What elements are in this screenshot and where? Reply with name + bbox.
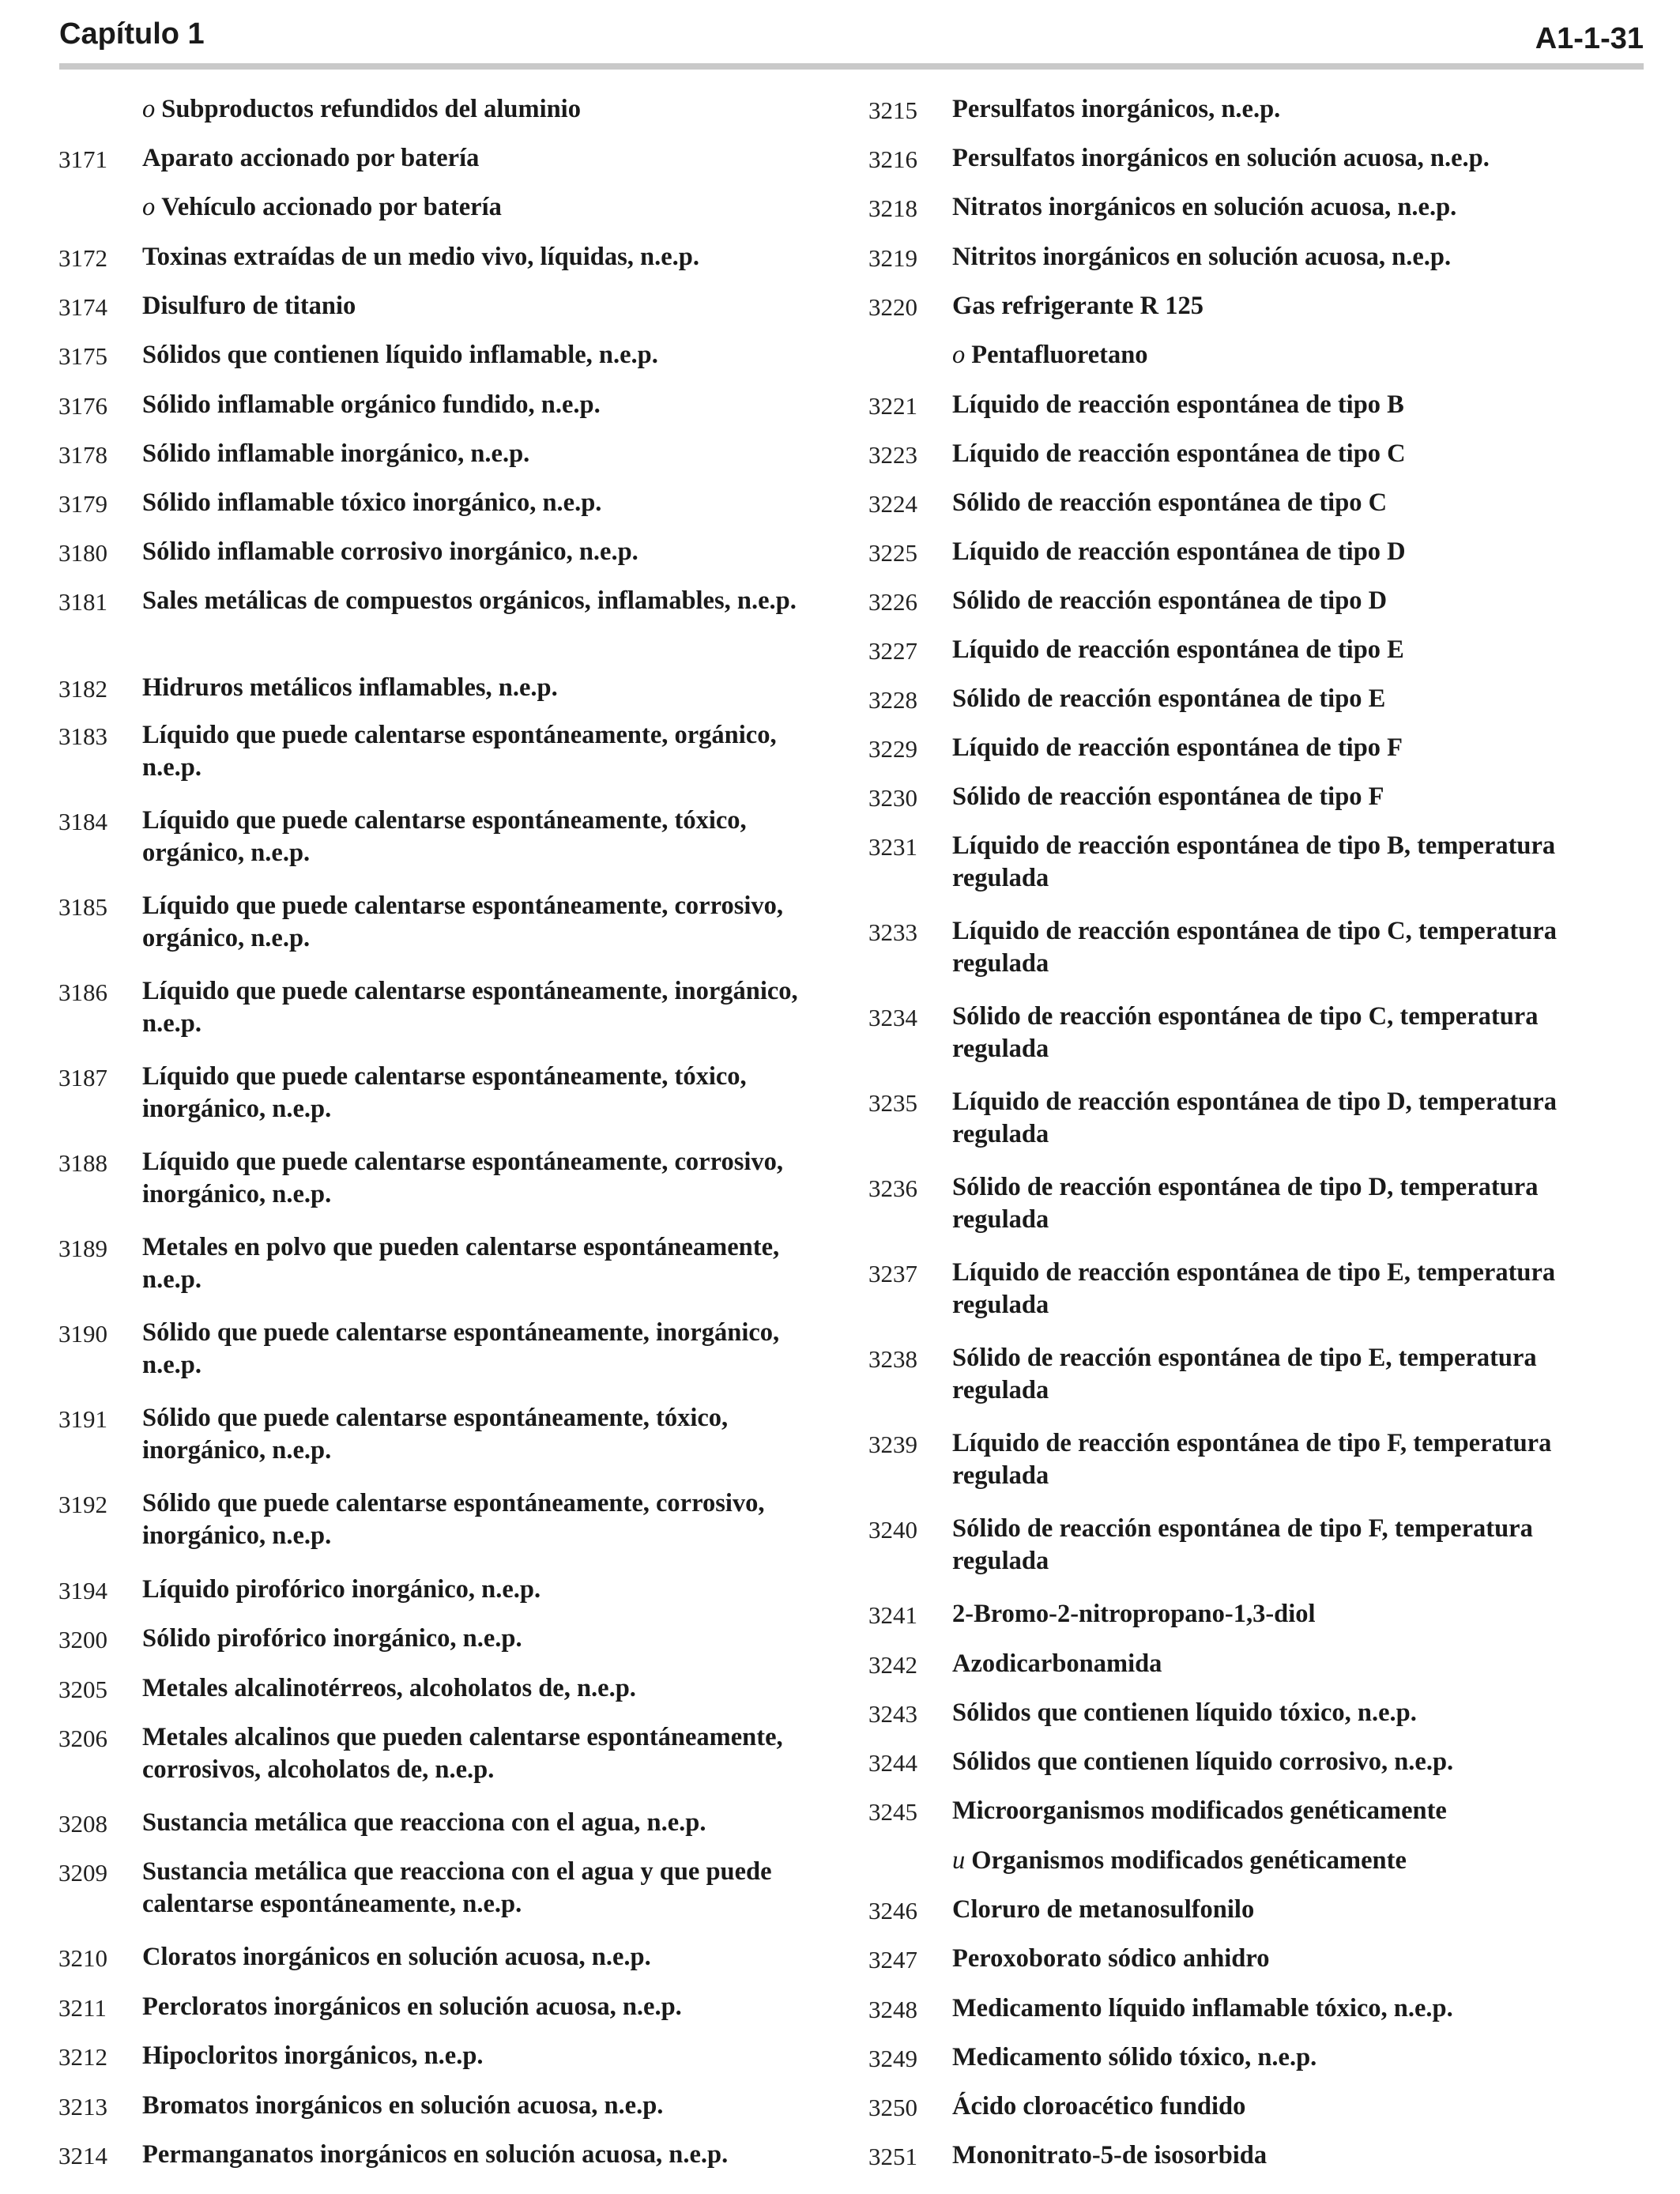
un-number: 3188: [58, 1149, 107, 1177]
substance-name-text: Sales metálicas de compuestos orgánicos, inflamables, n.e.p.: [142, 586, 797, 615]
substance-name-text: Organismos modificados genéticamente: [971, 1846, 1407, 1875]
substance-name: [142, 672, 822, 704]
substance-name-text: Sólido que puede calentarse espontáneamente, inorgánico, n.e.p.: [142, 1318, 780, 1379]
un-number: 3241: [868, 1601, 917, 1629]
substance-name-text: Metales en polvo que pueden calentarse espontáneamente, n.e.p.: [142, 1233, 780, 1294]
un-number: 3200: [58, 1626, 107, 1653]
alternate-name-marker: o: [952, 341, 966, 369]
substance-name-text: Líquido que puede calentarse espontáneamente, corrosivo, inorgánico, n.e.p.: [142, 1148, 783, 1208]
left-column: [0, 0, 798, 2194]
substance-name-text: Líquido de reacción espontánea de tipo C: [952, 439, 1406, 468]
substance-name: [952, 241, 1632, 273]
un-number: 3189: [58, 1235, 107, 1262]
substance-name-text: Gas refrigerante R 125: [952, 292, 1203, 320]
substance-name-text: Líquido que puede calentarse espontáneamente, tóxico, inorgánico, n.e.p.: [142, 1062, 747, 1123]
substance-name: [142, 1146, 822, 1211]
substance-name: [952, 2090, 1632, 2123]
un-number: 3231: [868, 833, 917, 861]
substance-name: [952, 585, 1632, 617]
substance-name: [952, 487, 1632, 519]
un-number: 3171: [58, 145, 107, 173]
substance-name: [142, 1856, 822, 1921]
substance-name-text: Sólidos que contienen líquido inflamable, n.e.p.: [142, 341, 658, 369]
substance-name: [142, 389, 822, 421]
un-number: 3250: [868, 2094, 917, 2121]
substance-name-text: Líquido de reacción espontánea de tipo B: [952, 390, 1404, 419]
substance-name-text: Bromatos inorgánicos en solución acuosa, n.e.p.: [142, 2091, 664, 2120]
substance-name: [142, 890, 822, 955]
substance-name: [142, 1941, 822, 1973]
substance-name-text: Peroxoborato sódico anhidro: [952, 1944, 1270, 1973]
un-number: 3239: [868, 1431, 917, 1458]
substance-name: [952, 1746, 1632, 1778]
un-number: 3209: [58, 1859, 107, 1887]
substance-name: [142, 290, 822, 322]
substance-name: [142, 1402, 822, 1467]
substance-name: [142, 2139, 822, 2171]
un-number: 3249: [868, 2045, 917, 2072]
substance-name: [142, 805, 822, 869]
substance-name-text: Ácido cloroacético fundido: [952, 2092, 1246, 2120]
substance-name-text: Sólido inflamable corrosivo inorgánico, n.e.p.: [142, 537, 638, 566]
substance-name-text: Sólido inflamable inorgánico, n.e.p.: [142, 439, 530, 468]
un-number: 3206: [58, 1725, 107, 1752]
un-number: 3182: [58, 675, 107, 703]
substance-name-text: Cloruro de metanosulfonilo: [952, 1895, 1255, 1924]
substance-name: [142, 1623, 822, 1655]
substance-name-text: 2-Bromo-2-nitropropano-1,3-diol: [952, 1600, 1316, 1628]
substance-name: [952, 732, 1632, 764]
substance-name: [952, 1086, 1632, 1151]
substance-name: [952, 389, 1632, 421]
substance-name: [952, 1648, 1632, 1680]
substance-name-text: Medicamento sólido tóxico, n.e.p.: [952, 2043, 1317, 2071]
un-number: 3208: [58, 1810, 107, 1838]
substance-name-text: Toxinas extraídas de un medio vivo, líquidas, n.e.p.: [142, 243, 699, 271]
substance-name: [952, 1342, 1632, 1407]
un-number: 3192: [58, 1491, 107, 1518]
substance-name: [952, 1845, 1632, 1877]
substance-name-text: Pentafluoretano: [971, 341, 1148, 369]
un-number: 3244: [868, 1749, 917, 1777]
un-number: 3243: [868, 1700, 917, 1728]
substance-name-text: Medicamento líquido inflamable tóxico, n.e.p.: [952, 1994, 1453, 2022]
substance-name: [952, 634, 1632, 666]
substance-name-text: Microorganismos modificados genéticamente: [952, 1796, 1447, 1825]
substance-name-text: Sólido de reacción espontánea de tipo F, temperatura regulada: [952, 1514, 1533, 1575]
un-number: 3214: [58, 2142, 107, 2169]
un-number: 3205: [58, 1676, 107, 1703]
substance-name-text: Percloratos inorgánicos en solución acuosa, n.e.p.: [142, 1992, 682, 2021]
substance-name-text: Sólido que puede calentarse espontáneamente, corrosivo, inorgánico, n.e.p.: [142, 1489, 765, 1550]
un-number: 3176: [58, 392, 107, 420]
substance-name: [952, 1795, 1632, 1827]
substance-name: [142, 191, 822, 224]
substance-name: [142, 438, 822, 470]
un-number: 3181: [58, 588, 107, 616]
un-number: 3187: [58, 1064, 107, 1091]
substance-name-text: Sustancia metálica que reacciona con el agua y que puede calentarse espontáneamente, n.e.p.: [142, 1857, 772, 1918]
substance-name-text: Sustancia metálica que reacciona con el agua, n.e.p.: [142, 1808, 706, 1837]
substance-name: [952, 781, 1632, 813]
substance-name: [952, 683, 1632, 715]
un-number: 3220: [868, 293, 917, 321]
substance-name: [142, 2040, 822, 2072]
substance-name: [952, 142, 1632, 175]
substance-name-text: Sólido que puede calentarse espontáneamente, tóxico, inorgánico, n.e.p.: [142, 1404, 729, 1465]
substance-name: [952, 536, 1632, 568]
substance-name: [142, 241, 822, 273]
substance-name: [952, 1894, 1632, 1926]
substance-name-text: Metales alcalinos que pueden calentarse espontáneamente, corrosivos, alcoholatos de, n.e.p.: [142, 1723, 783, 1784]
un-number: 3180: [58, 539, 107, 567]
un-number: 3219: [868, 244, 917, 272]
substance-name: [142, 1721, 822, 1786]
un-number: 3186: [58, 978, 107, 1006]
substance-name: [142, 719, 822, 784]
substance-name: [142, 2090, 822, 2122]
substance-name-text: Azodicarbonamida: [952, 1649, 1162, 1678]
substance-name-text: Sólido inflamable orgánico fundido, n.e.p.: [142, 390, 601, 419]
un-number: 3229: [868, 735, 917, 763]
substance-name: [142, 1807, 822, 1839]
un-number: 3234: [868, 1004, 917, 1031]
substance-name: [952, 1257, 1632, 1321]
substance-name-text: Líquido que puede calentarse espontáneamente, corrosivo, orgánico, n.e.p.: [142, 892, 783, 952]
substance-name-text: Líquido de reacción espontánea de tipo E, temperatura regulada: [952, 1258, 1556, 1319]
substance-name-text: Líquido de reacción espontánea de tipo F: [952, 733, 1403, 762]
substance-name-text: Líquido de reacción espontánea de tipo D: [952, 537, 1406, 566]
substance-name-text: Disulfuro de titanio: [142, 292, 356, 320]
un-number: 3245: [868, 1798, 917, 1826]
un-number: 3190: [58, 1320, 107, 1348]
substance-name-text: Sólido de reacción espontánea de tipo F: [952, 782, 1384, 811]
substance-name-text: Líquido de reacción espontánea de tipo D, temperatura regulada: [952, 1088, 1557, 1148]
substance-name-text: Líquido que puede calentarse espontáneamente, orgánico, n.e.p.: [142, 721, 777, 782]
right-column: [810, 0, 1600, 2194]
substance-name-text: Líquido que puede calentarse espontáneamente, inorgánico, n.e.p.: [142, 977, 798, 1038]
substance-name-text: Líquido de reacción espontánea de tipo C, temperatura regulada: [952, 917, 1557, 978]
un-number: 3240: [868, 1516, 917, 1544]
page-number: A1-1-31: [1535, 22, 1644, 55]
substance-name-text: Persulfatos inorgánicos, n.e.p.: [952, 95, 1281, 123]
substance-name-text: Mononitrato-5-de isosorbida: [952, 2141, 1268, 2169]
substance-name: [142, 339, 822, 371]
un-number: 3216: [868, 145, 917, 173]
substance-name: [142, 487, 822, 519]
un-number: 3242: [868, 1651, 917, 1679]
substance-name-text: Sólido de reacción espontánea de tipo D, temperatura regulada: [952, 1173, 1539, 1234]
un-number: 3183: [58, 722, 107, 750]
substance-name: [142, 585, 822, 617]
substance-name: [952, 1513, 1632, 1578]
un-number: 3223: [868, 441, 917, 469]
un-number: 3172: [58, 244, 107, 272]
substance-name: [142, 1061, 822, 1125]
un-number: 3218: [868, 194, 917, 222]
substance-name-text: Líquido que puede calentarse espontáneamente, tóxico, orgánico, n.e.p.: [142, 806, 747, 867]
un-number: 3194: [58, 1577, 107, 1604]
un-number: 3184: [58, 808, 107, 835]
substance-name-text: Subproductos refundidos del aluminio: [161, 95, 581, 123]
substance-name-text: Líquido de reacción espontánea de tipo E: [952, 635, 1404, 664]
un-number: 3185: [58, 893, 107, 921]
substance-name-text: Nitratos inorgánicos en solución acuosa, n.e.p.: [952, 193, 1457, 221]
un-number: 3251: [868, 2143, 917, 2170]
substance-name: [952, 1697, 1632, 1729]
substance-name-text: Sólido de reacción espontánea de tipo C: [952, 488, 1388, 517]
un-number: 3178: [58, 441, 107, 469]
substance-name-text: Sólido de reacción espontánea de tipo D: [952, 586, 1388, 615]
alternate-name-marker: o: [142, 193, 156, 221]
substance-name: [142, 93, 822, 126]
substance-name-text: Permanganatos inorgánicos en solución acuosa, n.e.p.: [142, 2140, 729, 2169]
substance-name: [142, 975, 822, 1040]
substance-name: [952, 438, 1632, 470]
substance-name-text: Líquido de reacción espontánea de tipo B, temperatura regulada: [952, 831, 1556, 892]
un-number: 3221: [868, 392, 917, 420]
substance-name-text: Sólidos que contienen líquido corrosivo, n.e.p.: [952, 1747, 1454, 1776]
un-number: 3233: [868, 918, 917, 946]
un-number: 3235: [868, 1089, 917, 1117]
substance-name: [952, 191, 1632, 224]
un-number: 3225: [868, 539, 917, 567]
un-number: 3247: [868, 1946, 917, 1973]
substance-name: [142, 1231, 822, 1296]
substance-name: [952, 2041, 1632, 2074]
un-number: 3179: [58, 490, 107, 518]
substance-name: [952, 1001, 1632, 1065]
substance-name: [952, 290, 1632, 322]
substance-name: [952, 339, 1632, 371]
substance-name: [952, 830, 1632, 895]
substance-name-text: Sólidos que contienen líquido tóxico, n.e.p.: [952, 1698, 1417, 1727]
substance-name-text: Líquido de reacción espontánea de tipo F, temperatura regulada: [952, 1429, 1552, 1490]
alternate-name-marker: o: [142, 95, 156, 123]
substance-name: [952, 1171, 1632, 1236]
substance-name: [142, 1317, 822, 1382]
substance-name: [952, 2139, 1632, 2172]
substance-name: [142, 1991, 822, 2023]
un-number: 3236: [868, 1174, 917, 1202]
substance-name-text: Hidruros metálicos inflamables, n.e.p.: [142, 673, 558, 702]
substance-name: [142, 1672, 822, 1705]
substance-name-text: Sólido inflamable tóxico inorgánico, n.e.p.: [142, 488, 602, 517]
un-number: 3226: [868, 588, 917, 616]
un-number: 3191: [58, 1405, 107, 1433]
un-number: 3248: [868, 1996, 917, 2023]
substance-name-text: Hipocloritos inorgánicos, n.e.p.: [142, 2041, 484, 2070]
substance-name: [952, 93, 1632, 126]
un-number: 3224: [868, 490, 917, 518]
substance-name-text: Sólido de reacción espontánea de tipo E, temperatura regulada: [952, 1344, 1537, 1404]
substance-name-text: Metales alcalinotérreos, alcoholatos de, n.e.p.: [142, 1674, 636, 1702]
substance-name-text: Aparato accionado por batería: [142, 144, 480, 172]
substance-name: [142, 1574, 822, 1606]
un-number: 3215: [868, 96, 917, 124]
substance-name: [952, 1943, 1632, 1975]
un-number: 3212: [58, 2043, 107, 2071]
un-number: 3174: [58, 293, 107, 321]
substance-name: [952, 1598, 1632, 1630]
substance-name-text: Vehículo accionado por batería: [161, 193, 502, 221]
substance-name: [142, 536, 822, 568]
substance-name: [952, 915, 1632, 980]
un-number: 3246: [868, 1897, 917, 1924]
un-number: 3210: [58, 1944, 107, 1972]
substance-name-text: Sólido pirofórico inorgánico, n.e.p.: [142, 1624, 522, 1653]
substance-name: [142, 142, 822, 175]
substance-name: [142, 1487, 822, 1552]
substance-name: [952, 1427, 1632, 1492]
un-number: 3238: [868, 1345, 917, 1373]
un-number: 3213: [58, 2093, 107, 2120]
un-number: 3211: [58, 1994, 107, 2022]
substance-name-text: Cloratos inorgánicos en solución acuosa, n.e.p.: [142, 1943, 651, 1971]
un-number: 3237: [868, 1260, 917, 1287]
substance-name-text: Sólido de reacción espontánea de tipo E: [952, 684, 1386, 713]
un-number: 3227: [868, 637, 917, 665]
substance-name-text: Líquido pirofórico inorgánico, n.e.p.: [142, 1575, 541, 1604]
un-number: 3175: [58, 342, 107, 370]
substance-name: [952, 1992, 1632, 2025]
chapter-title: Capítulo 1: [59, 17, 205, 51]
un-number: 3228: [868, 686, 917, 714]
substance-name-text: Nitritos inorgánicos en solución acuosa, n.e.p.: [952, 243, 1452, 271]
substance-name-text: Sólido de reacción espontánea de tipo C, temperatura regulada: [952, 1002, 1539, 1063]
alternate-name-marker: u: [952, 1846, 966, 1875]
un-number: 3230: [868, 784, 917, 812]
substance-name-text: Persulfatos inorgánicos en solución acuosa, n.e.p.: [952, 144, 1490, 172]
